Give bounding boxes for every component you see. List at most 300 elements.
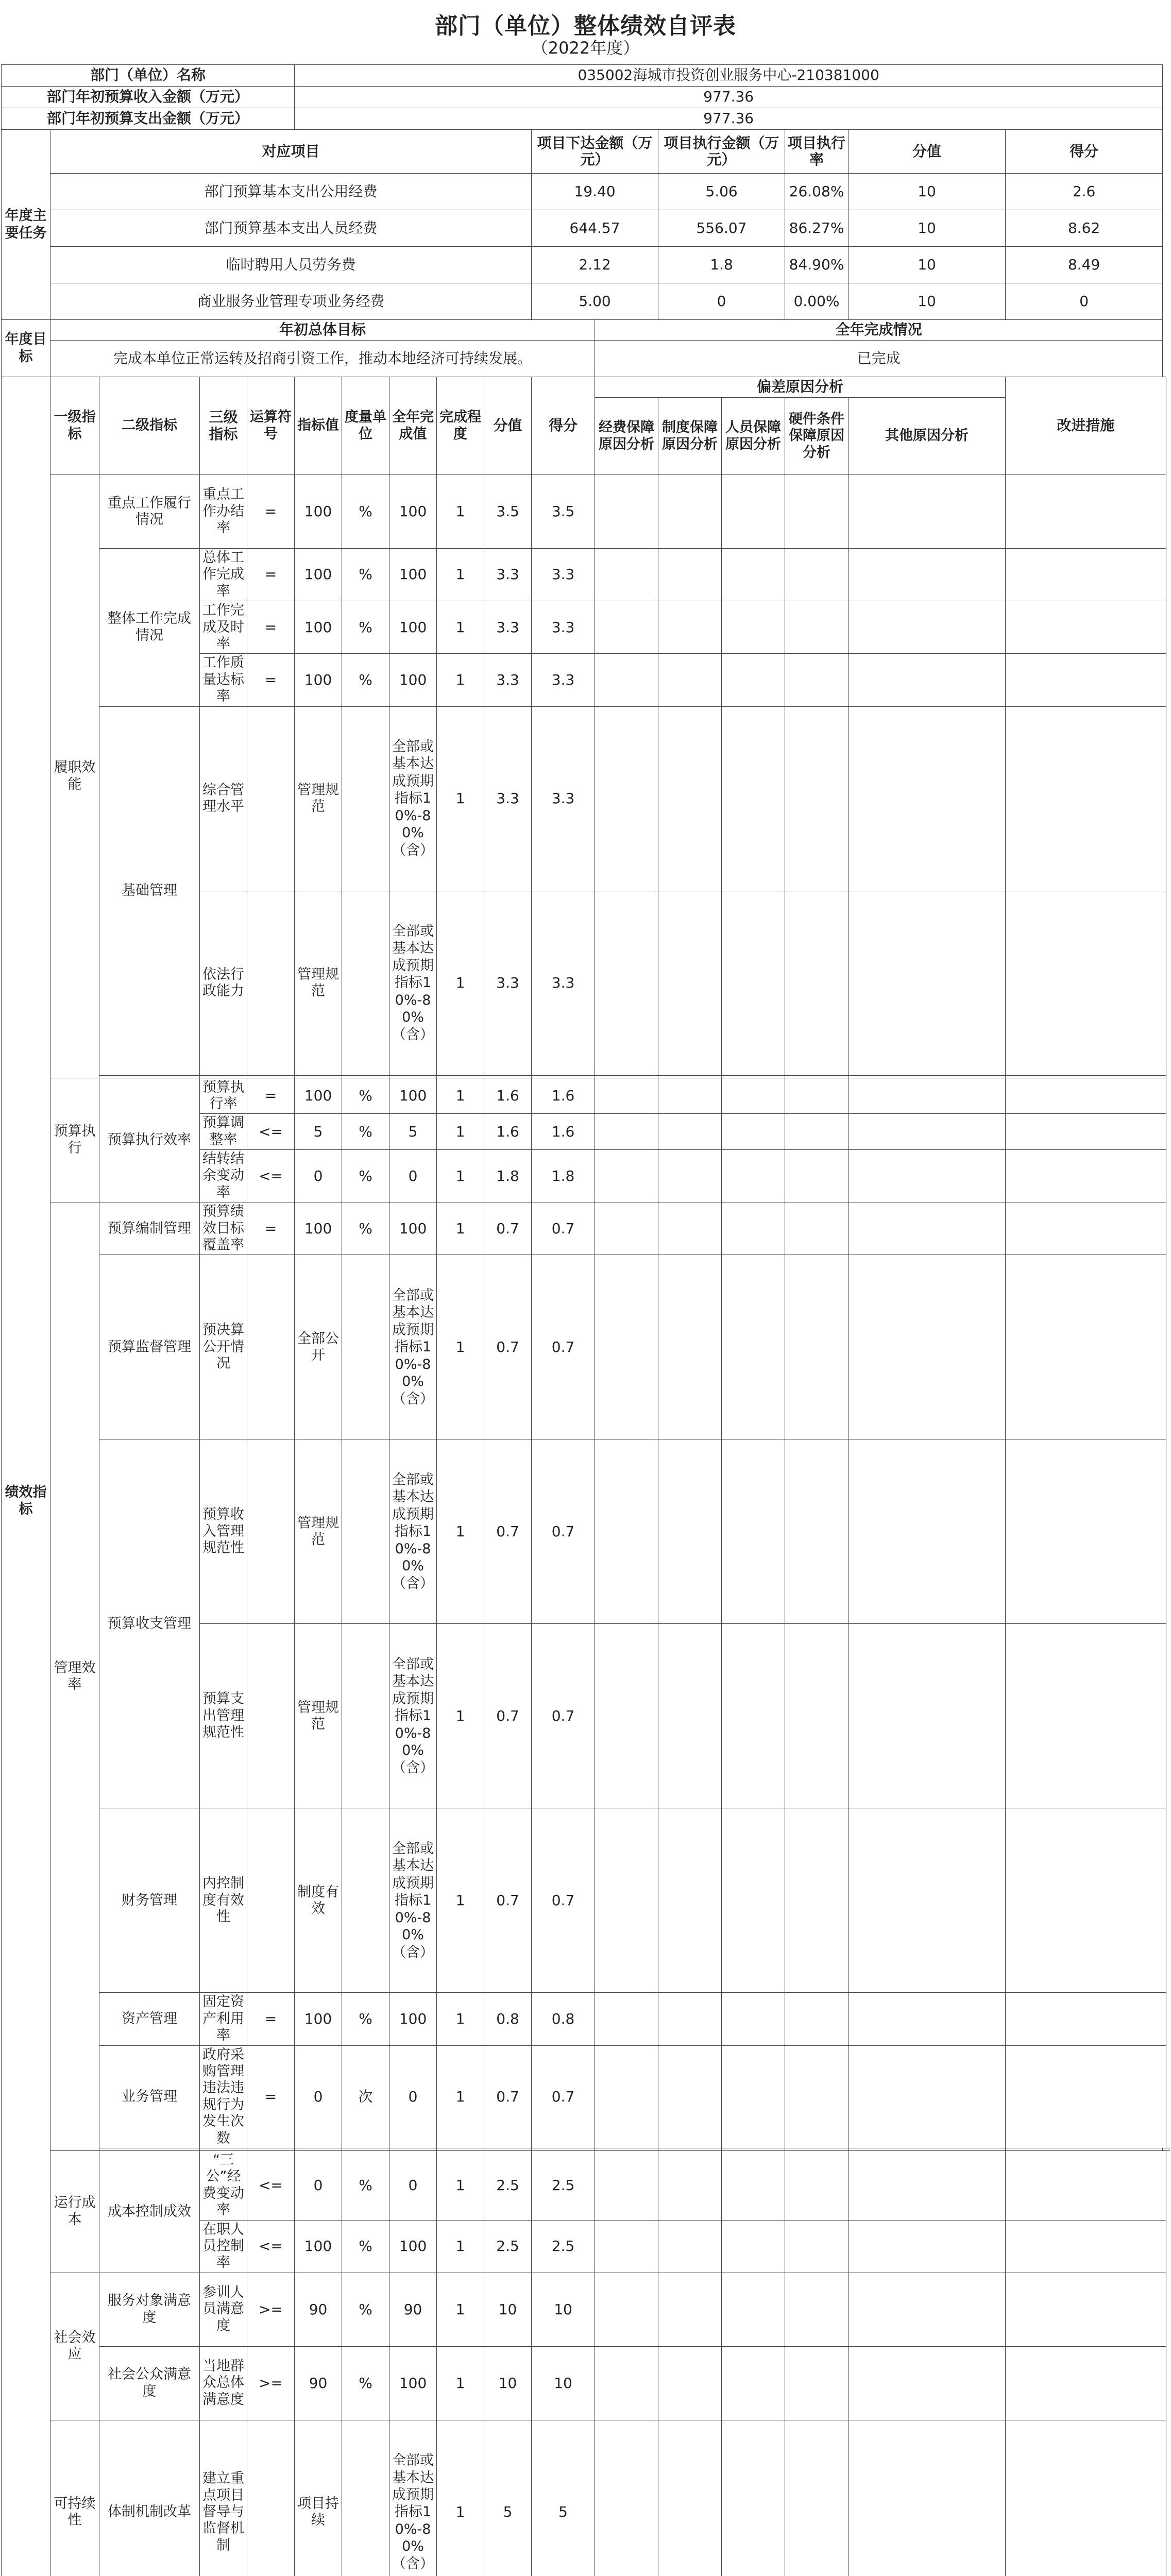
target: 管理规范 [295,1439,342,1624]
reason-cell [785,2273,848,2346]
reason-cell [658,1255,722,1439]
score: 0.8 [484,1993,532,2045]
reason-cell [658,891,722,1075]
reason-cell [595,706,658,891]
reason-cell [658,654,722,706]
degree: 1 [437,1624,484,1808]
reason-cell [595,1078,658,1114]
degree: 1 [437,1993,484,2045]
improve-header: 改进措施 [1006,377,1166,475]
got: 0.7 [532,1624,595,1808]
improve-cell [1006,475,1166,549]
improve-cell [1006,2346,1166,2420]
task-rate: 26.08% [785,174,848,210]
evaluation-table [1,64,1169,2576]
reason-cell [595,2045,658,2148]
reason-cell [785,1255,848,1439]
reason-cell [848,2220,1006,2273]
got: 3.3 [532,601,595,654]
reason-cell [722,1114,785,1150]
score: 0.7 [484,1808,532,1993]
col-reason-staff: 人员保障原因分析 [722,398,785,475]
reason-cell [848,1439,1006,1624]
l2-service: 服务对象满意度 [99,2273,200,2346]
reason-cell [785,1439,848,1624]
score: 0.7 [484,1202,532,1255]
unit: % [342,601,389,654]
task-score: 10 [848,210,1006,247]
unit: % [342,1202,389,1255]
task-rate: 0.00% [785,283,848,320]
task-name: 部门预算基本支出人员经费 [50,210,532,247]
reason-cell [658,2150,722,2220]
op: = [247,475,295,549]
reason-cell [848,1150,1006,1202]
score: 2.5 [484,2220,532,2273]
op: <= [247,2150,295,2220]
col-l1: 一级指标 [50,377,99,475]
target: 100 [295,1993,342,2045]
degree: 1 [437,654,484,706]
l2-basic: 基础管理 [99,706,200,1075]
got: 3.3 [532,706,595,891]
score: 3.3 [484,601,532,654]
got: 0.7 [532,1439,595,1624]
reason-cell [722,549,785,601]
improve-cell [1006,601,1166,654]
task-rate: 86.27% [785,210,848,247]
reason-cell [658,2220,722,2273]
col-unit: 度量单位 [342,377,389,475]
op [247,2420,295,2576]
unit-name-value: 035002海城市投资创业服务中心-210381000 [295,65,1163,87]
task-amount: 644.57 [532,210,658,247]
l3: 工作完成及时率 [200,601,247,654]
reason-cell [595,1993,658,2045]
reason-cell [848,2420,1006,2576]
l3: 内控制度有效性 [200,1808,247,1993]
score: 10 [484,2273,532,2346]
l3: 预决算公开情况 [200,1255,247,1439]
actual: 100 [389,1078,437,1114]
reason-cell [658,475,722,549]
reason-cell [722,1202,785,1255]
got: 0.8 [532,1993,595,2045]
target: 100 [295,475,342,549]
reason-cell [595,2420,658,2576]
reason-cell [722,654,785,706]
op: = [247,654,295,706]
score: 0.7 [484,1255,532,1439]
l3: 总体工作完成率 [200,549,247,601]
col-op: 运算符号 [247,377,295,475]
l3: 预算调整率 [200,1114,247,1150]
got: 0.7 [532,1255,595,1439]
l3: 政府采购管理违法违规行为发生次数 [200,2045,247,2148]
unit [342,1255,389,1439]
got: 2.5 [532,2220,595,2273]
op: = [247,1202,295,1255]
improve-cell [1006,2420,1166,2576]
improve-cell [1006,891,1166,1075]
improve-cell [1006,2045,1166,2148]
l2-finance: 财务管理 [99,1808,200,1993]
reason-cell [658,1624,722,1808]
actual: 0 [389,2045,437,2148]
l3: 依法行政能力 [200,891,247,1075]
task-got: 0 [1006,283,1163,320]
task-name: 部门预算基本支出公用经费 [50,174,532,210]
l3: 结转结余变动率 [200,1150,247,1202]
col-degree: 完成程度 [437,377,484,475]
op: = [247,549,295,601]
task-amount: 19.40 [532,174,658,210]
reason-cell [785,2150,848,2220]
tasks-section-label: 年度主要任务 [2,130,50,320]
reason-cell [848,2346,1006,2420]
got: 3.3 [532,549,595,601]
reason-cell [722,706,785,891]
page-subtitle: （2022年度） [0,35,1171,59]
l1-social: 社会效应 [50,2273,99,2420]
reason-cell [595,1624,658,1808]
actual: 100 [389,601,437,654]
tasks-col-score: 分值 [848,130,1006,174]
unit: % [342,2273,389,2346]
l3: “三公”经费变动率 [200,2150,247,2220]
reason-cell [848,2045,1006,2148]
reason-cell [595,1808,658,1993]
reason-cell [848,1808,1006,1993]
reason-cell [785,2045,848,2148]
task-score: 10 [848,283,1006,320]
improve-cell [1006,2150,1166,2220]
target: 制度有效 [295,1808,342,1993]
col-score: 分值 [484,377,532,475]
target: 100 [295,1078,342,1114]
target: 0 [295,2150,342,2220]
page-title: 部门（单位）整体绩效自评表 [0,7,1171,40]
score: 10 [484,2346,532,2420]
reason-cell [722,1993,785,2045]
col-reason-hardware: 硬件条件保障原因分析 [785,398,848,475]
reason-cell [848,654,1006,706]
l3: 在职人员控制率 [200,2220,247,2273]
degree: 1 [437,1439,484,1624]
l3: 综合管理水平 [200,706,247,891]
degree: 1 [437,2420,484,2576]
reason-cell [848,706,1006,891]
task-name: 临时聘用人员劳务费 [50,247,532,283]
l2-income-expense: 预算收支管理 [99,1439,200,1808]
tasks-col-rate: 项目执行率 [785,130,848,174]
op [247,1624,295,1808]
actual: 90 [389,2273,437,2346]
task-got: 2.6 [1006,174,1163,210]
l1-budget: 预算执行 [50,1078,99,1202]
unit: % [342,654,389,706]
reason-cell [722,1150,785,1202]
improve-cell [1006,1624,1166,1808]
unit: % [342,2220,389,2273]
score: 2.5 [484,2150,532,2220]
reason-cell [722,2346,785,2420]
score: 0.7 [484,2045,532,2148]
col-got: 得分 [532,377,595,475]
l1-sustain: 可持续性 [50,2420,99,2576]
improve-cell [1006,1993,1166,2045]
reason-cell [785,1078,848,1114]
target: 管理规范 [295,1624,342,1808]
got: 1.6 [532,1114,595,1150]
degree: 1 [437,549,484,601]
reason-cell [722,2273,785,2346]
reason-cell [848,1624,1006,1808]
reason-cell [658,549,722,601]
target: 全部公开 [295,1255,342,1439]
unit: 次 [342,2045,389,2148]
degree: 1 [437,1255,484,1439]
target: 100 [295,549,342,601]
actual: 全部或基本达成预期指标10%-80%（含） [389,1439,437,1624]
task-amount: 5.00 [532,283,658,320]
reason-cell [658,2273,722,2346]
l3: 预算支出管理规范性 [200,1624,247,1808]
got: 10 [532,2346,595,2420]
improve-cell [1006,1202,1166,1255]
unit [342,706,389,891]
reason-cell [658,1439,722,1624]
l1-duty: 履职效能 [50,475,99,1078]
reason-cell [848,2273,1006,2346]
reason-cell [658,706,722,891]
goals-plan-header: 年初总体目标 [50,320,595,341]
reason-cell [785,601,848,654]
improve-cell [1006,1150,1166,1202]
reason-cell [595,475,658,549]
reason-cell [722,1439,785,1624]
score: 3.3 [484,654,532,706]
improve-cell [1006,1808,1166,1993]
reason-cell [848,1114,1006,1150]
l3: 预算绩效目标覆盖率 [200,1202,247,1255]
score: 1.6 [484,1078,532,1114]
task-got: 8.62 [1006,210,1163,247]
op: = [247,1078,295,1114]
reason-cell [658,601,722,654]
reason-cell [722,1624,785,1808]
degree: 1 [437,2045,484,2148]
tasks-col-amount: 项目下达金额（万元） [532,130,658,174]
l2-business: 业务管理 [99,2045,200,2148]
reason-cell [785,2420,848,2576]
op: = [247,601,295,654]
improve-cell [1006,1439,1166,1624]
got: 5 [532,2420,595,2576]
deviation-header: 偏差原因分析 [595,377,1006,398]
reason-cell [848,2150,1006,2220]
op: <= [247,1150,295,1202]
reason-cell [658,1114,722,1150]
expense-value: 977.36 [295,108,1163,130]
op [247,1439,295,1624]
goals-actual-text: 已完成 [595,341,1163,377]
got: 1.8 [532,1150,595,1202]
score: 3.3 [484,891,532,1075]
l2-public: 社会公众满意度 [99,2346,200,2420]
target: 100 [295,2220,342,2273]
op [247,1808,295,1993]
reason-cell [785,1114,848,1150]
reason-cell [785,891,848,1075]
unit: % [342,475,389,549]
l2-system: 体制机制改革 [99,2420,200,2576]
actual: 100 [389,475,437,549]
got: 10 [532,2273,595,2346]
reason-cell [785,1624,848,1808]
unit: % [342,2150,389,2220]
reason-cell [658,1993,722,2045]
reason-cell [595,2273,658,2346]
unit-name-label: 部门（单位）名称 [2,65,295,87]
reason-cell [722,2220,785,2273]
expense-label: 部门年初预算支出金额（万元） [2,108,295,130]
reason-cell [658,1150,722,1202]
income-value: 977.36 [295,87,1163,108]
got: 3.3 [532,891,595,1075]
target: 100 [295,601,342,654]
col-target: 指标值 [295,377,342,475]
actual: 全部或基本达成预期指标10%-80%（含） [389,706,437,891]
task-exec: 0 [658,283,785,320]
reason-cell [848,1255,1006,1439]
reason-cell [595,654,658,706]
degree: 1 [437,601,484,654]
reason-cell [595,2150,658,2220]
reason-cell [848,475,1006,549]
actual: 100 [389,1202,437,1255]
reason-cell [595,1202,658,1255]
task-rate: 84.90% [785,247,848,283]
degree: 1 [437,1202,484,1255]
l3: 固定资产利用率 [200,1993,247,2045]
indicators-section-label: 绩效指标 [2,377,50,2576]
reason-cell [658,2045,722,2148]
tasks-col-exec: 项目执行金额（万元） [658,130,785,174]
col-reason-system: 制度保障原因分析 [658,398,722,475]
l2-key: 重点工作履行情况 [99,475,200,549]
reason-cell [595,1150,658,1202]
task-exec: 1.8 [658,247,785,283]
reason-cell [658,1808,722,1993]
op: = [247,2045,295,2148]
target: 0 [295,1150,342,1202]
actual: 全部或基本达成预期指标10%-80%（含） [389,1624,437,1808]
got: 3.5 [532,475,595,549]
got: 1.6 [532,1078,595,1114]
degree: 1 [437,1078,484,1114]
l1-cost: 运行成本 [50,2150,99,2273]
actual: 100 [389,654,437,706]
actual: 全部或基本达成预期指标10%-80%（含） [389,2420,437,2576]
l3: 预算执行率 [200,1078,247,1114]
op: >= [247,2346,295,2420]
reason-cell [848,1078,1006,1114]
op [247,891,295,1075]
target: 管理规范 [295,706,342,891]
op: <= [247,2220,295,2273]
reason-cell [785,475,848,549]
actual: 5 [389,1114,437,1150]
improve-cell [1006,1114,1166,1150]
reason-cell [658,2346,722,2420]
score: 3.3 [484,706,532,891]
reason-cell [595,549,658,601]
op [247,1255,295,1439]
unit [342,1624,389,1808]
task-name: 商业服务业管理专项业务经费 [50,283,532,320]
target: 90 [295,2346,342,2420]
improve-cell [1006,549,1166,601]
reason-cell [595,891,658,1075]
l2-budget-prep: 预算编制管理 [99,1202,200,1255]
degree: 1 [437,1114,484,1150]
score: 0.7 [484,1439,532,1624]
got: 0.7 [532,1808,595,1993]
unit [342,891,389,1075]
reason-cell [722,891,785,1075]
unit: % [342,1150,389,1202]
actual: 全部或基本达成预期指标10%-80%（含） [389,891,437,1075]
tasks-col-got: 得分 [1006,130,1163,174]
reason-cell [785,2346,848,2420]
target: 90 [295,2273,342,2346]
task-score: 10 [848,247,1006,283]
got: 0.7 [532,2045,595,2148]
unit [342,1439,389,1624]
improve-cell [1006,2273,1166,2346]
goals-actual-header: 全年完成情况 [595,320,1163,341]
reason-cell [785,654,848,706]
l2-cost-control: 成本控制成效 [99,2150,200,2273]
score: 3.3 [484,549,532,601]
l3: 重点工作办结率 [200,475,247,549]
reason-cell [595,1255,658,1439]
reason-cell [785,1993,848,2045]
reason-cell [785,1808,848,1993]
reason-cell [785,1150,848,1202]
improve-cell [1006,1078,1166,1114]
actual: 100 [389,2346,437,2420]
l3: 参训人员满意度 [200,2273,247,2346]
l3: 预算收入管理规范性 [200,1439,247,1624]
score: 3.5 [484,475,532,549]
degree: 1 [437,2150,484,2220]
got: 2.5 [532,2150,595,2220]
unit: % [342,2346,389,2420]
unit: % [342,549,389,601]
reason-cell [722,601,785,654]
score: 1.8 [484,1150,532,1202]
reason-cell [722,1078,785,1114]
reason-cell [722,2420,785,2576]
col-l3: 三级指标 [200,377,247,475]
reason-cell [658,1078,722,1114]
actual: 100 [389,549,437,601]
reason-cell [785,706,848,891]
reason-cell [785,1202,848,1255]
reason-cell [848,1202,1006,1255]
